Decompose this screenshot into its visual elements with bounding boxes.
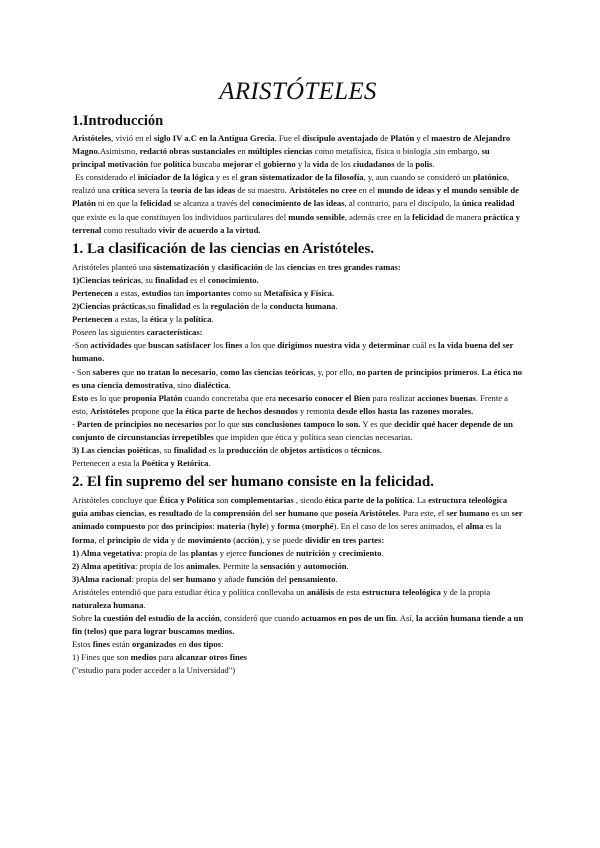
text-run: en <box>176 639 189 650</box>
bold-text: dos principios <box>161 521 213 532</box>
bold-text: medios <box>130 652 157 663</box>
text-run: , y, por ello, <box>313 366 357 377</box>
text-run: y remonta <box>297 405 337 416</box>
bold-text: finalidad <box>157 301 191 312</box>
bold-text: decidir qué hacer depende de un conjunto de circunstancias irrepetibles <box>72 418 513 442</box>
text-run: en <box>235 146 248 157</box>
section-clasificacion-body <box>72 261 524 471</box>
text-run: para realizar <box>370 392 418 403</box>
bold-text: proponía Platón <box>123 392 183 403</box>
bold-text: maestro de Alejandro Magno. <box>72 133 511 157</box>
bold-text: objetos artísticos <box>280 445 343 456</box>
text-run: . <box>335 573 338 584</box>
bold-text: crecimiento <box>338 547 382 558</box>
text-run: . Para este, el <box>398 508 447 519</box>
text-run: tan <box>171 287 187 298</box>
bold-text: mundo sensible <box>288 211 345 222</box>
text-run: Estos <box>72 639 93 650</box>
text-run: . <box>477 366 482 377</box>
text-run: Aristóteles concluye que <box>72 495 160 506</box>
bold-text: sus conclusiones tampoco lo son. <box>241 418 361 429</box>
paragraph-line <box>72 573 524 586</box>
bold-text: vida <box>152 534 169 545</box>
text-run: como resultado <box>101 224 159 235</box>
text-run: ni en que la <box>95 198 141 209</box>
text-run: a los que <box>242 340 278 351</box>
bold-text: movimiento <box>187 534 232 545</box>
bold-text: ética parte de la política <box>324 495 413 506</box>
bold-text: polis <box>415 159 433 170</box>
text-run: Aristóteles planteó una <box>72 261 154 272</box>
bold-text: necesario conocer el Bien <box>278 392 371 403</box>
bold-text: felicidad <box>412 211 444 222</box>
bold-text: 3)Alma racional <box>72 573 132 584</box>
text-run: Asimismo, <box>99 146 140 157</box>
text-run: se alcanza a través del <box>171 198 253 209</box>
bold-text: gobierno <box>263 159 296 170</box>
text-run: de la <box>249 301 270 312</box>
bold-text: gran sistematizador de la filosofía <box>240 172 364 183</box>
bold-text: comprensión <box>213 508 261 519</box>
paragraph-line <box>72 444 524 457</box>
text-run: y <box>294 560 304 571</box>
text-run: los <box>210 340 226 351</box>
text-run: o <box>342 445 351 456</box>
bold-text: naturaleza humana <box>72 600 144 610</box>
bold-text: análisis <box>306 586 335 597</box>
text-run: como metafísica, física o biología ,sin embargo, <box>312 146 482 157</box>
text-run: que impiden que ética y política sean ciencias necesarias. <box>213 431 413 442</box>
text-run: a estas, la <box>112 314 151 325</box>
bold-text: felicidad <box>140 198 172 209</box>
bold-text: organizados <box>131 639 177 650</box>
paragraph-line <box>72 326 524 339</box>
bold-text: ciencias <box>286 261 316 272</box>
text-run: ) y <box>265 521 278 532</box>
document-page <box>72 70 524 678</box>
paragraph-intro-1 <box>72 132 524 171</box>
text-run: para <box>156 652 176 663</box>
text-run: : propia de los <box>135 560 187 571</box>
text-run: , y, aun cuando se consideró un <box>363 172 473 183</box>
text-run: es la <box>483 521 502 532</box>
bold-text: morphé <box>304 521 334 532</box>
text-run: que <box>318 508 335 519</box>
paragraph-line <box>72 586 524 612</box>
bold-text: plantas <box>190 547 218 558</box>
text-run: Sobre <box>72 613 95 624</box>
bold-text: estudios <box>141 287 172 298</box>
text-run: . La <box>412 495 429 506</box>
paragraph-intro-2 <box>72 171 524 236</box>
text-run: . <box>143 600 146 610</box>
text-run: de las <box>262 261 287 272</box>
bold-text: sensación <box>260 560 295 571</box>
text-run: de manera <box>443 211 484 222</box>
paragraph-line <box>72 418 524 444</box>
text-run: , consideró que cuando <box>219 613 302 624</box>
text-run: están <box>109 639 132 650</box>
text-run: , además cree en la <box>344 211 413 222</box>
text-run: Es considerado el <box>75 172 138 183</box>
text-run: Pertenecen a esta la <box>72 458 142 469</box>
bold-text: Esto <box>72 392 89 403</box>
bold-text: no tratan lo necesario <box>136 366 216 377</box>
text-run: como su <box>230 287 264 298</box>
bold-text: Aristóteles <box>72 133 112 143</box>
text-run: . Fue el <box>274 133 303 143</box>
text-run: y la <box>295 159 313 170</box>
bold-text: ética <box>150 314 168 325</box>
text-run: : <box>212 521 217 532</box>
text-run: . Permite la <box>218 560 261 571</box>
text-run: de <box>140 534 153 545</box>
bold-text: Pertenecen <box>72 314 113 325</box>
bold-text: tres grandes ramas: <box>327 261 401 272</box>
text-run: . <box>208 458 211 469</box>
text-run: cuál es <box>410 340 438 351</box>
bold-text: conocimiento de las ideas <box>252 198 345 209</box>
bold-text: práctica y terrenal <box>72 211 520 235</box>
bold-text: estructura teleológica <box>361 586 441 597</box>
bold-text: dialéctica <box>193 379 229 390</box>
text-run: , siendo <box>293 495 325 506</box>
bold-text: iniciador de la lógica <box>137 172 214 183</box>
text-run: , vivió en el <box>111 133 154 143</box>
bold-text: ser humano <box>172 573 216 584</box>
bold-text: fines <box>92 639 110 650</box>
text-run: es la <box>190 301 211 312</box>
text-run: son <box>214 495 231 506</box>
bold-text: la vida buena del ser humano. <box>72 340 514 364</box>
paragraph-line <box>72 612 524 638</box>
text-run: cuando concretaba que era <box>182 392 279 403</box>
bold-text: La ética no es una ciencia demostrativa <box>72 366 523 390</box>
bold-text: hyle <box>250 521 266 532</box>
bold-text: materia <box>216 521 246 532</box>
bold-text: conducta humana <box>269 301 336 312</box>
bold-text: complementarias <box>230 495 294 506</box>
text-run: ). En el caso de los seres animados, el <box>333 521 466 532</box>
text-run: es la <box>206 445 227 456</box>
bold-text: estructura teleológica guía ambas ciencias <box>72 495 508 519</box>
bold-text: técnicos. <box>350 445 382 456</box>
text-run: del <box>260 508 276 519</box>
text-run: , el <box>94 534 108 545</box>
paragraph-line <box>72 366 524 392</box>
paragraph-line <box>72 392 524 418</box>
paragraph-line <box>72 261 524 274</box>
text-run: de la <box>192 508 214 519</box>
text-run: , <box>215 366 221 377</box>
text-run: ,su <box>145 301 158 312</box>
text-run: - <box>72 418 78 429</box>
bold-text: buscan satisfacer <box>148 340 211 351</box>
bold-text: la ética parte de hechos desnudos <box>176 405 298 416</box>
text-run: ( <box>299 521 305 532</box>
bold-text: 1) Alma vegetativa <box>72 547 141 558</box>
text-run: : propia de las <box>140 547 191 558</box>
bold-text: automoción <box>303 560 347 571</box>
bold-text: importantes <box>186 287 231 298</box>
text-run: y <box>209 261 218 272</box>
bold-text: Ética y Política <box>159 495 215 506</box>
bold-text: Parten de principios no necesarios <box>77 418 203 429</box>
bold-text: acciones buenas <box>417 392 476 403</box>
text-run: ), y se puede <box>259 534 306 545</box>
bold-text: finalidad <box>173 445 207 456</box>
bold-text: teoría de las ideas <box>170 185 236 196</box>
text-run: ( <box>245 521 251 532</box>
bold-text: dos tipos <box>188 639 222 650</box>
bold-text: política <box>163 159 191 170</box>
bold-text: clasificación <box>217 261 263 272</box>
bold-text: 2)Ciencias prácticas <box>72 301 146 312</box>
text-run: que existe es la que constituyen los individuos particulares del <box>72 211 289 222</box>
text-run: a estas, <box>112 287 142 298</box>
text-run: y <box>330 547 339 558</box>
bold-text: forma <box>277 521 300 532</box>
text-run: , su <box>140 274 156 285</box>
bold-text: nutrición <box>296 547 331 558</box>
text-run: . <box>228 379 231 390</box>
bold-text: su principal motivación <box>72 146 490 170</box>
paragraph-line <box>72 313 524 326</box>
text-run: de los <box>328 159 353 170</box>
text-run: . <box>432 159 435 170</box>
document-title: ARISTÓTELES <box>219 78 377 105</box>
paragraph-line <box>72 547 524 560</box>
text-run: , <box>144 508 149 519</box>
bold-text: funciones <box>248 547 284 558</box>
bold-text: no parten de principios primeros <box>356 366 478 377</box>
text-run: Poseen las siguientes <box>72 327 147 338</box>
bold-text: sistematización <box>153 261 210 272</box>
bold-text: desde ellos hasta las razones morales. <box>336 405 474 416</box>
bold-text: es resultado <box>148 508 193 519</box>
text-run: y ejerce <box>217 547 249 558</box>
bold-text: mundo de ideas y el mundo sensible de Platón <box>72 185 519 209</box>
bold-text: única realidad <box>461 198 515 209</box>
heading-fin-supremo: 2. El fin supremo del ser humano consiste en la felicidad. <box>72 474 434 491</box>
text-run: y es el <box>213 172 241 183</box>
text-run: y la <box>167 314 185 325</box>
text-run: es un <box>489 508 512 519</box>
bold-text: poseía Aristóteles <box>334 508 399 519</box>
bold-text: platónico <box>473 172 507 183</box>
text-run: - Son <box>72 366 93 377</box>
text-run: y de <box>168 534 188 545</box>
bold-text: vivir de acuerdo a la virtud. <box>158 224 261 235</box>
paragraph-line <box>72 638 524 651</box>
bold-text: como las ciencias teóricas <box>220 366 314 377</box>
text-run: buscaba <box>190 159 223 170</box>
text-run: 1) Fines que son <box>72 652 131 663</box>
bold-text: 2) Alma apetitiva <box>72 560 136 571</box>
bold-text: vida <box>312 159 329 170</box>
text-run: -Son <box>72 340 91 351</box>
bold-text: política <box>184 314 212 325</box>
text-run: . <box>335 301 338 312</box>
bold-text: regulación <box>210 301 249 312</box>
text-run: severa la <box>135 185 171 196</box>
bold-text: conocimiento. <box>207 274 259 285</box>
text-run: de <box>283 547 297 558</box>
bold-text: saberes <box>92 366 120 377</box>
bold-text: mejorar <box>222 159 253 170</box>
text-run: por lo que <box>202 418 242 429</box>
bold-text: actividades <box>90 340 132 351</box>
bold-text: función <box>246 573 275 584</box>
text-run: ( <box>231 534 237 545</box>
bold-text: discípulo aventajado <box>302 133 378 143</box>
bold-text: 1)Ciencias teóricas <box>72 274 141 285</box>
bold-text: dirigimos nuestra vida <box>277 340 360 351</box>
bold-text: producción <box>226 445 268 456</box>
text-run: es el <box>188 274 208 285</box>
text-run: , realizó una <box>72 172 510 196</box>
bold-text: Aristóteles <box>90 405 130 416</box>
text-run: , sino <box>172 379 194 390</box>
text-run: de <box>377 133 391 143</box>
text-run: el <box>252 159 264 170</box>
paragraph-line <box>72 651 524 664</box>
text-run: y <box>359 340 369 351</box>
text-run: en el <box>356 185 378 196</box>
text-run: . <box>346 560 349 571</box>
bold-text: características: <box>146 327 203 338</box>
bold-text: redactó obras sustanciales <box>139 146 236 157</box>
heading-clasificacion: 1. La clasificación de las ciencias en Aristóteles. <box>72 240 375 257</box>
bold-text: la cuestión del estudio de la acción <box>94 613 220 624</box>
bold-text: determinar <box>368 340 411 351</box>
text-run: . <box>381 547 384 558</box>
text-run: Y es que <box>360 418 395 429</box>
text-run: y el <box>414 133 432 143</box>
text-run: que <box>119 366 137 377</box>
bold-text: ciudadanos <box>352 159 395 170</box>
bold-text: la acción humana tiende a un fin (telos) que para lograr buscamos medios. <box>72 613 524 637</box>
bold-text: principio <box>107 534 141 545</box>
bold-text: forma <box>72 534 95 545</box>
bold-text: ser humano <box>446 508 490 519</box>
text-run: en <box>315 261 328 272</box>
text-run: ("estudio para poder acceder a la Universidad") <box>72 665 236 676</box>
text-run: que <box>131 340 149 351</box>
heading-introduccion: 1.Introducción <box>72 113 164 129</box>
text-run: : propia del <box>131 573 173 584</box>
text-run: Aristóteles entendió que para estudiar ética y política conllevaba un <box>72 586 307 597</box>
paragraph-line <box>72 457 524 470</box>
bold-text: múltiples ciencias <box>247 146 313 157</box>
text-run: de la <box>394 159 416 170</box>
paragraph-line <box>72 560 524 573</box>
paragraph-line <box>72 287 524 300</box>
text-run: fue <box>148 159 164 170</box>
text-run: , al contrario, para el discípulo, la <box>344 198 462 209</box>
paragraph-line <box>72 300 524 313</box>
bold-text: alcanzar otros fines <box>175 652 247 663</box>
bold-text: 3) Las ciencias poiéticas <box>72 445 160 456</box>
text-run: . Así, <box>395 613 417 624</box>
text-run: por <box>145 521 162 532</box>
text-run: de <box>267 445 281 456</box>
text-run: propone que <box>129 405 177 416</box>
text-run: de esta <box>334 586 362 597</box>
bold-text: ser humano <box>275 508 319 519</box>
bold-text: alma <box>465 521 484 532</box>
bold-text: siglo IV a.C en la Antigua Grecia <box>153 133 275 143</box>
text-run: de su maestro. <box>235 185 289 196</box>
text-run: . Frente a esto, <box>72 392 508 416</box>
paragraph-line <box>72 274 524 287</box>
text-run: : <box>221 639 224 650</box>
bold-text: ser animado compuesto <box>72 508 523 532</box>
text-run: del <box>274 573 290 584</box>
bold-text: animales <box>186 560 219 571</box>
bold-text: dividir en tres partes: <box>305 534 385 545</box>
bold-text: Aristóteles no cree <box>288 185 357 196</box>
paragraph-line <box>72 339 524 365</box>
bold-text: Pertenecen <box>72 287 113 298</box>
bold-text: Platón <box>390 133 415 143</box>
paragraph-line <box>72 664 524 677</box>
bold-text: acción <box>236 534 260 545</box>
paragraph-line <box>72 494 524 546</box>
bold-text: Poética y Retórica <box>141 458 209 469</box>
bold-text: fines <box>225 340 243 351</box>
text-run: y añade <box>215 573 247 584</box>
text-run: es lo que <box>88 392 124 403</box>
bold-text: finalidad <box>155 274 189 285</box>
bold-text: crítica <box>112 185 136 196</box>
section-fin-body <box>72 494 524 677</box>
text-run: , su <box>159 445 174 456</box>
bold-text: pensamiento <box>289 573 336 584</box>
text-run: . <box>211 314 214 325</box>
bold-text: actuamos en pos de un fin <box>301 613 396 624</box>
bold-text: Metafísica y Física. <box>263 287 335 298</box>
text-run: y de la propia <box>440 586 491 597</box>
